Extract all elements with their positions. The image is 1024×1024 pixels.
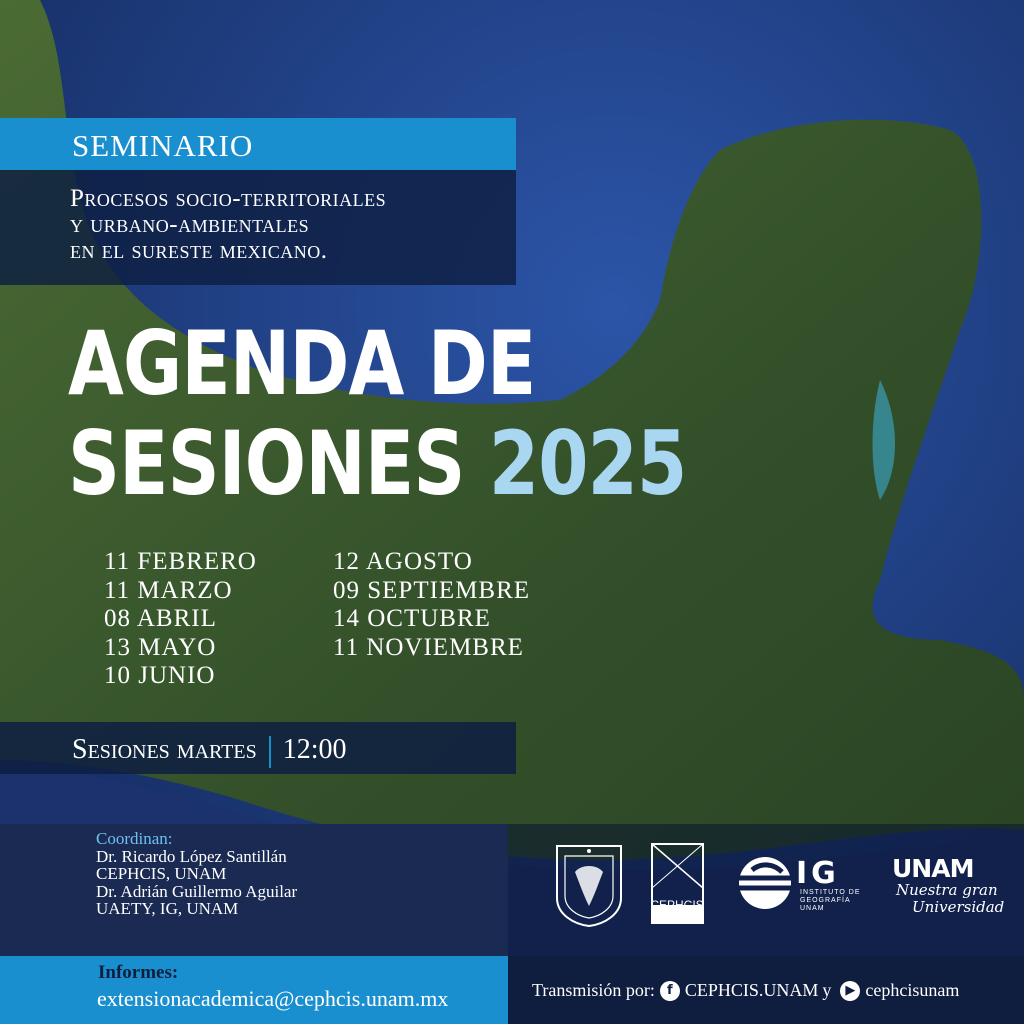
ig-logo-text: IG: [796, 856, 840, 891]
coordinator-line: CEPHCIS, UNAM: [96, 864, 227, 883]
date-item: 11 NOVIEMBRE: [333, 633, 524, 661]
subtitle-line: en el sureste mexicano.: [70, 237, 328, 264]
seminar-subtitle: [70, 186, 386, 264]
youtube-icon[interactable]: ▶: [840, 981, 860, 1001]
agenda-word-sesiones: SESIONES: [68, 412, 465, 515]
date-item: 12 AGOSTO: [333, 548, 473, 575]
date-item: 13 MAYO: [104, 633, 217, 661]
agenda-line-2: [68, 414, 686, 514]
subtitle-line: y urbano-ambientales: [70, 211, 310, 238]
schedule-text: [72, 734, 347, 768]
youtube-handle[interactable]: cephcisunam: [865, 980, 960, 1000]
transmission-line: [532, 980, 959, 1001]
coordinators-title: Coordinan:: [96, 829, 173, 848]
date-item: 14 OCTUBRE: [333, 605, 491, 632]
ig-sub-line: GEOGRAFÍA: [800, 897, 851, 904]
ig-globe-icon: [738, 856, 792, 910]
schedule-time: 12:00: [282, 734, 347, 765]
coordinator-line: Dr. Ricardo López Santillán: [96, 846, 287, 866]
date-item: 08 ABRIL: [104, 605, 217, 632]
facebook-handle[interactable]: CEPHCIS.UNAM: [684, 980, 819, 1000]
agenda-heading: [68, 314, 686, 514]
transmission-label: Transmisión por:: [532, 980, 655, 1000]
facebook-icon[interactable]: f: [660, 981, 680, 1001]
dates-column-right: [333, 548, 530, 662]
unam-logo-slogan: [896, 882, 1004, 916]
cephcis-logo-text: CEPHCIS: [650, 898, 704, 912]
date-item: 09 SEPTIEMBRE: [333, 576, 531, 604]
ig-sub-line: INSTITUTO DE: [800, 889, 861, 896]
info-title: Informes:: [98, 962, 179, 983]
coordinator-line: UAETY, IG, UNAM: [96, 899, 239, 918]
unam-slogan-line: Universidad: [912, 898, 1005, 916]
seminar-label: SEMINARIO: [72, 128, 254, 163]
date-item: 10 JUNIO: [104, 662, 216, 689]
date-item: 11 FEBRERO: [104, 548, 257, 575]
unam-logo-text: UNAM: [892, 854, 974, 883]
info-email[interactable]: extensionacademica@cephcis.unam.mx: [97, 986, 449, 1011]
subtitle-line: Procesos socio-territoriales: [70, 185, 387, 212]
coordinator-line: Dr. Adrián Guillermo Aguilar: [96, 881, 298, 901]
ig-logo-subtitle: [800, 889, 860, 913]
agenda-line-1: AGENDA DE: [68, 312, 536, 415]
agenda-year: 2025: [488, 412, 687, 515]
transmission-conj: y: [822, 980, 832, 1000]
dates-column-left: [104, 548, 257, 691]
coordinators: [96, 830, 297, 918]
schedule-divider: [269, 736, 271, 768]
unam-slogan-line: Nuestra gran: [896, 881, 998, 899]
unam-crest-icon: [551, 842, 627, 928]
ig-sub-line: UNAM: [800, 905, 825, 912]
date-item: 11 MARZO: [104, 576, 233, 604]
schedule-days: Sesiones martes: [72, 734, 257, 765]
